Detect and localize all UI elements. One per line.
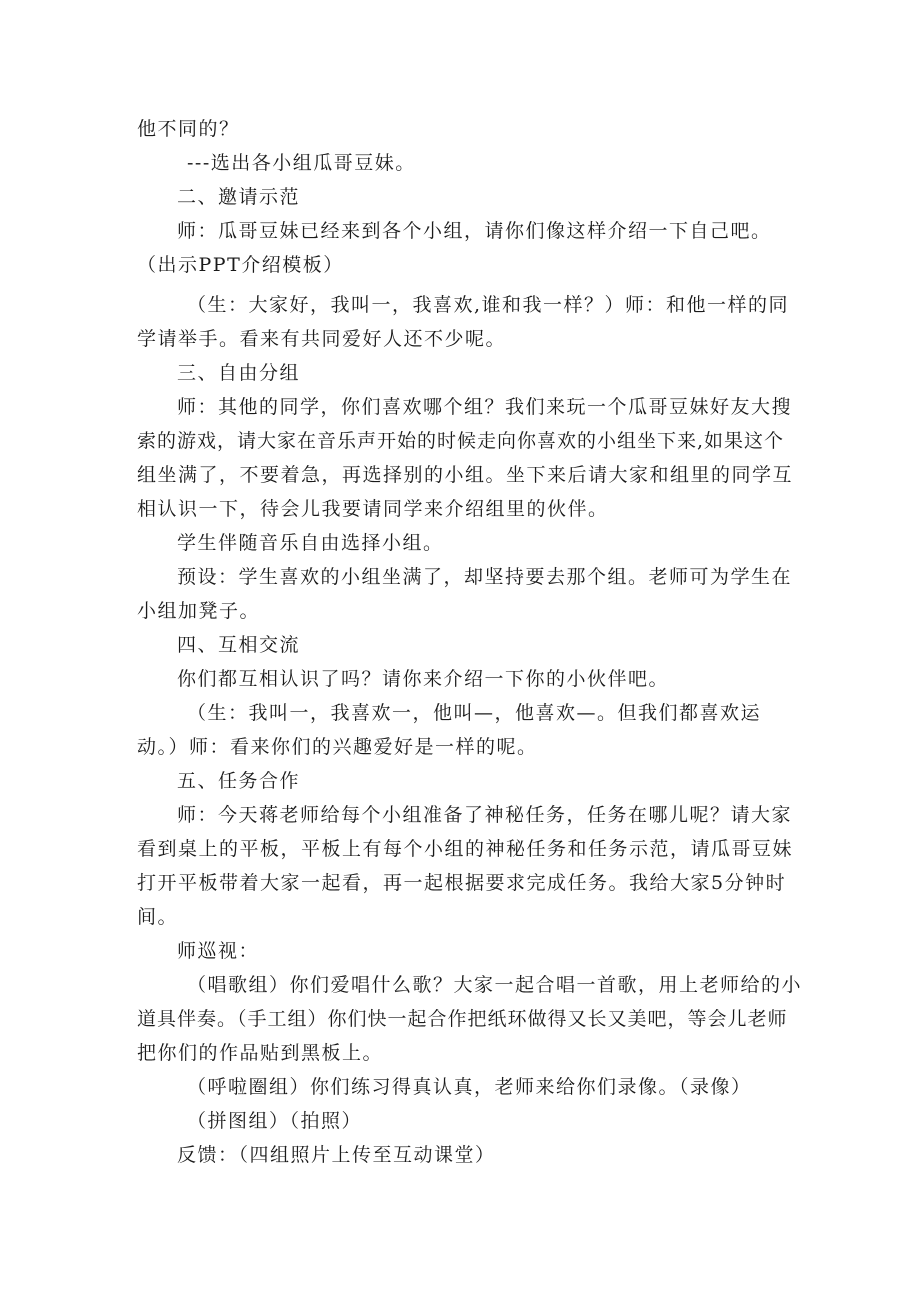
text-line: （呼啦圈组）你们练习得真认真，老师来给你们录像。（录像） <box>187 1076 752 1098</box>
text-line: 你们都互相认识了吗？请你来介绍一下你的小伙伴吧。 <box>177 668 670 690</box>
text-line: 反馈：（四组照片上传至互动课堂） <box>177 1144 496 1166</box>
text-line: 把你们的作品贴到黑板上。 <box>137 1042 384 1064</box>
text-line: 道具伴奏。（手工组）你们快一起合作把纸环做得又长又美吧，等会儿老师 <box>137 1008 788 1030</box>
text-line: 师：其他的同学，你们喜欢哪个组？我们来玩一个瓜哥豆妹好友大搜 <box>177 396 793 418</box>
text-line: 组坐满了，不要着急，再选择别的小组。坐下来后请大家和组里的同学互 <box>137 464 794 486</box>
text-line: 师：瓜哥豆妹已经来到各个小组，请你们像这样介绍一下自己吧。 <box>177 220 772 242</box>
section-heading: 三、自由分组 <box>177 362 301 384</box>
text-line: 他不同的？ <box>137 118 240 140</box>
text-line: 相认识一下，待会儿我要请同学来介绍组里的伙伴。 <box>137 498 609 520</box>
text-line: 间。 <box>137 906 179 928</box>
text-line: （唱歌组）你们爱唱什么歌？大家一起合唱一首歌，用上老师给的小 <box>187 974 803 996</box>
text-line: 师巡视： <box>177 940 260 962</box>
text-line: 小组加凳子。 <box>137 600 261 622</box>
section-heading: 五、任务合作 <box>177 770 301 792</box>
text-line: 索的游戏，请大家在音乐声开始的时候走向你喜欢的小组坐下来,如果这个 <box>137 430 785 452</box>
text-line: 打开平板带着大家一起看，再一起根据要求完成任务。我给大家5分钟时 <box>137 872 787 894</box>
text-line: 预设：学生喜欢的小组坐满了，却坚持要去那个组。老师可为学生在 <box>177 566 793 588</box>
section-heading: 四、互相交流 <box>177 634 301 656</box>
text-line: 学生伴随音乐自由选择小组。 <box>177 532 444 554</box>
text-line: 师：今天蒋老师给每个小组准备了神秘任务，任务在哪儿呢？请大家 <box>177 804 793 826</box>
text-line: （出示PPT介绍模板） <box>137 254 344 276</box>
text-line: 看到桌上的平板，平板上有每个小组的神秘任务和任务示范，请瓜哥豆妹 <box>137 838 794 860</box>
section-heading: 二、邀请示范 <box>177 186 301 208</box>
text-line: （生：我叫一，我喜欢一，他叫—，他喜欢—。但我们都喜欢运 <box>187 702 762 724</box>
text-line: （生：大家好，我叫一，我喜欢,谁和我一样？）师：和他一样的同 <box>187 294 790 316</box>
text-line: 动。）师：看来你们的兴趣爱好是一样的呢。 <box>137 736 538 758</box>
text-line: 学请举手。看来有共同爱好人还不少呢。 <box>137 328 507 350</box>
text-line: （拼图组）（拍照） <box>187 1110 363 1132</box>
text-line: ---选出各小组瓜哥豆妹。 <box>187 152 416 174</box>
